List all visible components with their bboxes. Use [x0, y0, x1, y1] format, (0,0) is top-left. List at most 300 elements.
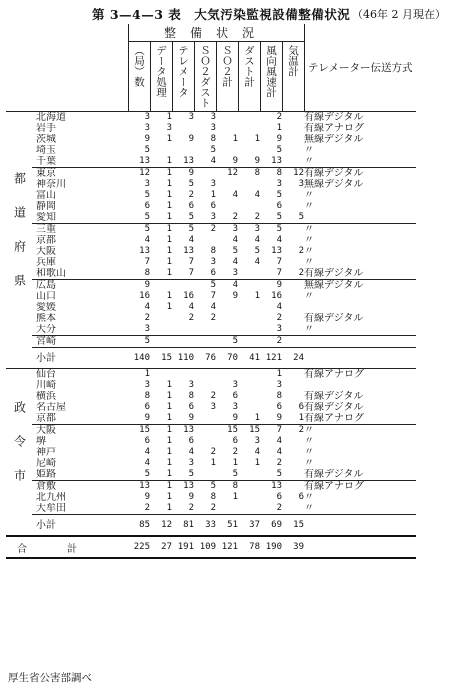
value-cell: 9: [188, 413, 194, 423]
region-cell: [32, 380, 128, 391]
value-cell: 3: [216, 224, 238, 236]
header-col-label: ダスト計: [243, 45, 255, 87]
region-cell: [32, 402, 128, 413]
value-cell: [150, 145, 172, 156]
region-cell: [32, 280, 128, 292]
value-cell: 5: [144, 190, 150, 200]
telemeter-method: 〃: [304, 324, 314, 335]
value-cell: 1: [254, 291, 260, 301]
value-cell: [194, 168, 216, 180]
region-name: 京都: [36, 413, 56, 424]
header-col-label: テレメータ: [177, 45, 189, 98]
value-cell: 1: [166, 458, 172, 468]
value-cell: 85: [128, 515, 150, 537]
value-cell: [282, 156, 304, 168]
region-cell: [32, 458, 128, 469]
value-cell: 81: [172, 515, 194, 537]
value-cell: 3: [188, 380, 194, 390]
value-cell: 5: [188, 179, 194, 189]
value-cell: 1: [166, 235, 172, 245]
region-cell: [32, 123, 128, 134]
value-cell: [194, 469, 216, 481]
table-row: [6, 112, 416, 124]
value-cell: 5: [210, 145, 216, 155]
value-cell: [282, 436, 304, 447]
value-cell: [238, 481, 260, 493]
total-label: 合計: [6, 536, 128, 558]
region-cell: [32, 447, 128, 458]
value-cell: 1: [166, 436, 172, 446]
header-col: [128, 42, 150, 112]
value-cell: 2: [144, 313, 150, 323]
region-cell: [32, 246, 128, 257]
value-cell: [238, 391, 260, 402]
value-cell: [238, 402, 260, 413]
value-cell: 3: [144, 380, 150, 390]
telemeter-method: 有線デジタル: [304, 469, 364, 480]
value-cell: 76: [194, 348, 216, 369]
value-cell: [282, 224, 304, 236]
table-row: [6, 458, 416, 469]
region-name: 川崎: [36, 380, 56, 391]
region-name: 静岡: [36, 201, 56, 212]
value-cell: 3: [276, 324, 282, 334]
value-cell: 1: [166, 291, 172, 301]
value-cell: 3: [144, 179, 150, 189]
value-cell: 7: [188, 268, 194, 278]
total-value: 27: [150, 536, 172, 558]
region-name: 小計: [36, 519, 56, 531]
value-cell: [282, 201, 304, 212]
value-cell: 8: [216, 481, 238, 493]
region-cell: [32, 324, 128, 336]
header-col-label: ＳＯ２計: [221, 45, 233, 87]
value-cell: [172, 336, 194, 348]
telemeter-method: 〃: [304, 503, 314, 514]
table-row: [6, 246, 416, 257]
value-cell: 13: [139, 156, 150, 166]
value-cell: [150, 324, 172, 336]
value-cell: 5: [128, 224, 150, 236]
value-cell: 9: [188, 492, 194, 502]
region-name: 千葉: [36, 156, 56, 167]
table-row: [6, 402, 416, 413]
value-cell: 3: [232, 268, 238, 278]
value-cell: 3: [210, 257, 216, 267]
value-cell: [172, 145, 194, 156]
value-cell: [282, 145, 304, 156]
region-name: 広島: [36, 280, 56, 291]
total-telemeter-blank: [304, 536, 416, 558]
value-cell: 1: [166, 156, 172, 166]
table-row: [6, 268, 416, 280]
value-cell: [216, 145, 238, 156]
value-cell: 6: [210, 268, 216, 278]
header-blank: [6, 24, 128, 112]
region-name: 倉敷: [36, 481, 56, 492]
value-cell: 9: [172, 168, 194, 180]
header-col: [216, 42, 238, 112]
region-cell: [32, 179, 128, 190]
value-cell: 15: [282, 515, 304, 537]
value-cell: 9: [260, 280, 282, 292]
region-name: 横浜: [36, 391, 56, 402]
value-cell: 16: [183, 291, 194, 301]
value-cell: [282, 503, 304, 515]
value-cell: [194, 369, 216, 381]
value-cell: [216, 503, 238, 515]
value-cell: 5: [276, 469, 282, 479]
header-col: [238, 42, 260, 112]
region-cell: [32, 156, 128, 168]
header-col-label: ＳＯ２ダスト: [199, 45, 211, 108]
value-cell: 8: [260, 168, 282, 180]
value-cell: [216, 302, 238, 313]
region-cell: [32, 235, 128, 246]
value-cell: 3: [210, 179, 216, 189]
region-name: 山口: [36, 291, 56, 302]
value-cell: [282, 291, 304, 302]
value-cell: 4: [188, 447, 194, 457]
table-row: [6, 212, 416, 224]
value-cell: 4: [210, 156, 216, 166]
header-col: [172, 42, 194, 112]
value-cell: 4: [232, 235, 238, 245]
value-cell: [282, 391, 304, 402]
value-cell: [238, 268, 260, 280]
region-name: 小計: [36, 352, 56, 364]
value-cell: 7: [210, 291, 216, 301]
value-cell: 2: [210, 391, 216, 401]
value-cell: 2: [144, 503, 150, 513]
telemeter-method: 〃: [304, 201, 314, 212]
table-row: [6, 280, 416, 292]
value-cell: 6: [144, 402, 150, 412]
value-cell: 7: [144, 257, 150, 267]
as-of-date: （46年 2 月現在）: [352, 8, 446, 21]
header-col-label: 風向風速計: [265, 45, 277, 98]
region-name: 富山: [36, 190, 56, 201]
region-name: 大阪: [36, 246, 56, 257]
category-label: 政令市: [6, 369, 32, 537]
value-cell: 1: [298, 413, 304, 423]
value-cell: 5: [232, 246, 238, 256]
region-cell: [32, 336, 128, 348]
equipment-table: [6, 24, 416, 559]
value-cell: 4: [254, 257, 260, 267]
table-title-bar: [0, 3, 461, 25]
value-cell: 12: [128, 168, 150, 180]
value-cell: [238, 469, 260, 481]
region-name: 京都: [36, 235, 56, 246]
region-name: 大牟田: [36, 503, 66, 514]
value-cell: [282, 280, 304, 292]
region-cell: [32, 112, 128, 124]
value-cell: [238, 324, 260, 336]
telemeter-method: 有線デジタル: [304, 168, 416, 180]
value-cell: 6: [188, 201, 194, 211]
value-cell: 2: [188, 503, 194, 513]
value-cell: 5: [144, 469, 150, 479]
value-cell: 13: [183, 246, 194, 256]
region-name: 埼玉: [36, 145, 56, 156]
region-name: 兵庫: [36, 257, 56, 268]
value-cell: 1: [232, 458, 238, 468]
value-cell: 1: [166, 391, 172, 401]
value-cell: 12: [150, 515, 172, 537]
value-cell: [238, 302, 260, 313]
value-cell: 2: [210, 503, 216, 513]
value-cell: 1: [166, 190, 172, 200]
value-cell: [172, 324, 194, 336]
value-cell: 15: [128, 425, 150, 437]
telemeter-method: 〃: [304, 224, 416, 236]
telemeter-method: [304, 212, 416, 224]
value-cell: 3: [276, 179, 282, 189]
table-row: [6, 492, 416, 503]
value-cell: 4: [232, 257, 238, 267]
region-cell: [32, 268, 128, 280]
value-cell: 3: [194, 112, 216, 124]
table-row: [6, 369, 416, 381]
value-cell: 2: [298, 246, 304, 256]
value-cell: 1: [254, 413, 260, 423]
value-cell: [282, 380, 304, 391]
value-cell: 5: [144, 212, 150, 222]
region-name: 愛知: [36, 212, 56, 223]
table-row: [6, 123, 416, 134]
value-cell: [282, 134, 304, 145]
value-cell: 5: [260, 224, 282, 236]
value-cell: [238, 369, 260, 381]
value-cell: [282, 336, 304, 348]
value-cell: 2: [254, 212, 260, 222]
region-cell: [32, 503, 128, 515]
region-name: 北九州: [36, 492, 66, 503]
table-row: [6, 179, 416, 190]
value-cell: 3: [298, 179, 304, 189]
value-cell: 1: [166, 413, 172, 423]
value-cell: 8: [238, 168, 260, 180]
value-cell: 7: [188, 257, 194, 267]
value-cell: 5: [144, 145, 150, 155]
value-cell: [282, 112, 304, 124]
region-name: 大阪: [36, 425, 56, 436]
region-cell: [32, 492, 128, 503]
telemeter-method: 〃: [304, 257, 314, 268]
region-cell: [32, 168, 128, 180]
value-cell: 9: [144, 413, 150, 423]
region-name: 岩手: [36, 123, 56, 134]
value-cell: 4: [232, 190, 238, 200]
subtotal-row: [6, 348, 416, 369]
value-cell: 4: [144, 235, 150, 245]
telemeter-method: 有線アナログ: [304, 481, 416, 493]
table-row: [6, 380, 416, 391]
value-cell: 1: [166, 447, 172, 457]
telemeter-method: [304, 302, 416, 313]
value-cell: [216, 313, 238, 324]
value-cell: 70: [216, 348, 238, 369]
value-cell: 1: [166, 402, 172, 412]
category-label: 都道府県: [6, 112, 32, 369]
region-cell: [32, 413, 128, 425]
table-row: [6, 413, 416, 425]
region-name: 仙台: [36, 369, 56, 380]
table-row: [6, 190, 416, 201]
value-cell: 5: [254, 246, 260, 256]
value-cell: 1: [150, 224, 172, 236]
value-cell: 5: [276, 212, 282, 222]
value-cell: [238, 336, 260, 348]
value-cell: 2: [276, 503, 282, 513]
value-cell: 4: [254, 447, 260, 457]
header-group: 整備状況: [128, 24, 304, 42]
value-cell: 13: [260, 481, 282, 493]
value-cell: 9: [232, 291, 238, 301]
value-cell: 3: [210, 212, 216, 222]
header-col-label: （局）数: [133, 45, 145, 87]
value-cell: 1: [232, 492, 238, 502]
value-cell: 6: [276, 492, 282, 502]
table-row: [6, 168, 416, 180]
value-cell: 7: [276, 268, 282, 278]
region-name: 東京: [36, 168, 56, 179]
region-cell: [32, 224, 128, 236]
table-row: [6, 145, 416, 156]
region-cell: [32, 134, 128, 145]
value-cell: 2: [276, 313, 282, 323]
value-cell: 2: [194, 224, 216, 236]
header-col: [282, 42, 304, 112]
value-cell: 1: [232, 134, 238, 144]
header-col: [150, 42, 172, 112]
value-cell: 3: [276, 380, 282, 390]
value-cell: 5: [194, 481, 216, 493]
value-cell: 5: [216, 336, 238, 348]
value-cell: 7: [260, 425, 282, 437]
value-cell: 6: [232, 391, 238, 401]
value-cell: [194, 380, 216, 391]
value-cell: 3: [210, 402, 216, 412]
telemeter-method: 有線デジタル: [304, 402, 364, 413]
value-cell: 1: [210, 190, 216, 200]
value-cell: 3: [172, 112, 194, 124]
value-cell: 3: [128, 112, 150, 124]
telemeter-method: 〃: [304, 458, 314, 469]
value-cell: [216, 369, 238, 381]
total-value: 191: [172, 536, 194, 558]
value-cell: [194, 235, 216, 246]
telemeter-method: 〃: [304, 436, 314, 447]
header-col-label: データ処理: [155, 45, 167, 98]
value-cell: 1: [166, 246, 172, 256]
value-cell: 5: [188, 212, 194, 222]
value-cell: 8: [210, 134, 216, 144]
telemeter-method: 有線デジタル: [304, 112, 416, 124]
value-cell: [172, 123, 194, 134]
value-cell: 24: [282, 348, 304, 369]
telemeter-method: 有線アナログ: [304, 369, 416, 381]
value-cell: 1: [254, 134, 260, 144]
region-cell: [32, 369, 128, 381]
value-cell: 15: [238, 425, 260, 437]
value-cell: 140: [128, 348, 150, 369]
table-row: [6, 324, 416, 336]
value-cell: [282, 469, 304, 481]
value-cell: 13: [128, 481, 150, 493]
value-cell: 4: [254, 235, 260, 245]
value-cell: 1: [150, 112, 172, 124]
value-cell: 3: [232, 402, 238, 412]
telemeter-method: [304, 380, 416, 391]
region-cell: [32, 515, 128, 537]
value-cell: 3: [238, 224, 260, 236]
value-cell: 4: [144, 458, 150, 468]
telemeter-method: [304, 336, 416, 348]
value-cell: 2: [210, 447, 216, 457]
table-row: [6, 391, 416, 402]
value-cell: [172, 369, 194, 381]
region-cell: [32, 348, 128, 369]
region-cell: [32, 436, 128, 447]
total-value: 190: [260, 536, 282, 558]
telemeter-method: 有線デジタル: [304, 268, 364, 279]
value-cell: 13: [139, 246, 150, 256]
value-cell: [282, 447, 304, 458]
value-cell: [238, 492, 260, 503]
value-cell: 1: [166, 380, 172, 390]
value-cell: 4: [210, 302, 216, 312]
table-row: [6, 201, 416, 212]
value-cell: 2: [260, 112, 282, 124]
value-cell: 3: [254, 436, 260, 446]
value-cell: [194, 425, 216, 437]
table-row: [6, 224, 416, 236]
table-row: [6, 447, 416, 458]
region-cell: [32, 391, 128, 402]
region-name: 大分: [36, 324, 56, 335]
value-cell: 5: [276, 190, 282, 200]
value-cell: 3: [232, 380, 238, 390]
value-cell: 1: [166, 302, 172, 312]
value-cell: 16: [271, 291, 282, 301]
value-cell: 3: [166, 123, 172, 133]
telemeter-method: 有線アナログ: [304, 413, 364, 424]
value-cell: 6: [144, 201, 150, 211]
value-cell: [238, 201, 260, 212]
value-cell: 13: [172, 481, 194, 493]
value-cell: 2: [188, 190, 194, 200]
value-cell: 1: [166, 469, 172, 479]
value-cell: 9: [232, 156, 238, 166]
value-cell: 1: [210, 458, 216, 468]
region-cell: [32, 313, 128, 324]
value-cell: 7: [276, 257, 282, 267]
value-cell: 5: [128, 336, 150, 348]
telemeter-method: 〃: [304, 492, 314, 503]
table-row: [6, 425, 416, 437]
value-cell: 9: [144, 134, 150, 144]
table-row: [6, 503, 416, 515]
region-name: 神奈川: [36, 179, 66, 190]
value-cell: [150, 280, 172, 292]
value-cell: 2: [276, 458, 282, 468]
value-cell: 9: [144, 492, 150, 502]
value-cell: [238, 313, 260, 324]
value-cell: 4: [276, 302, 282, 312]
region-name: 茨城: [36, 134, 56, 145]
